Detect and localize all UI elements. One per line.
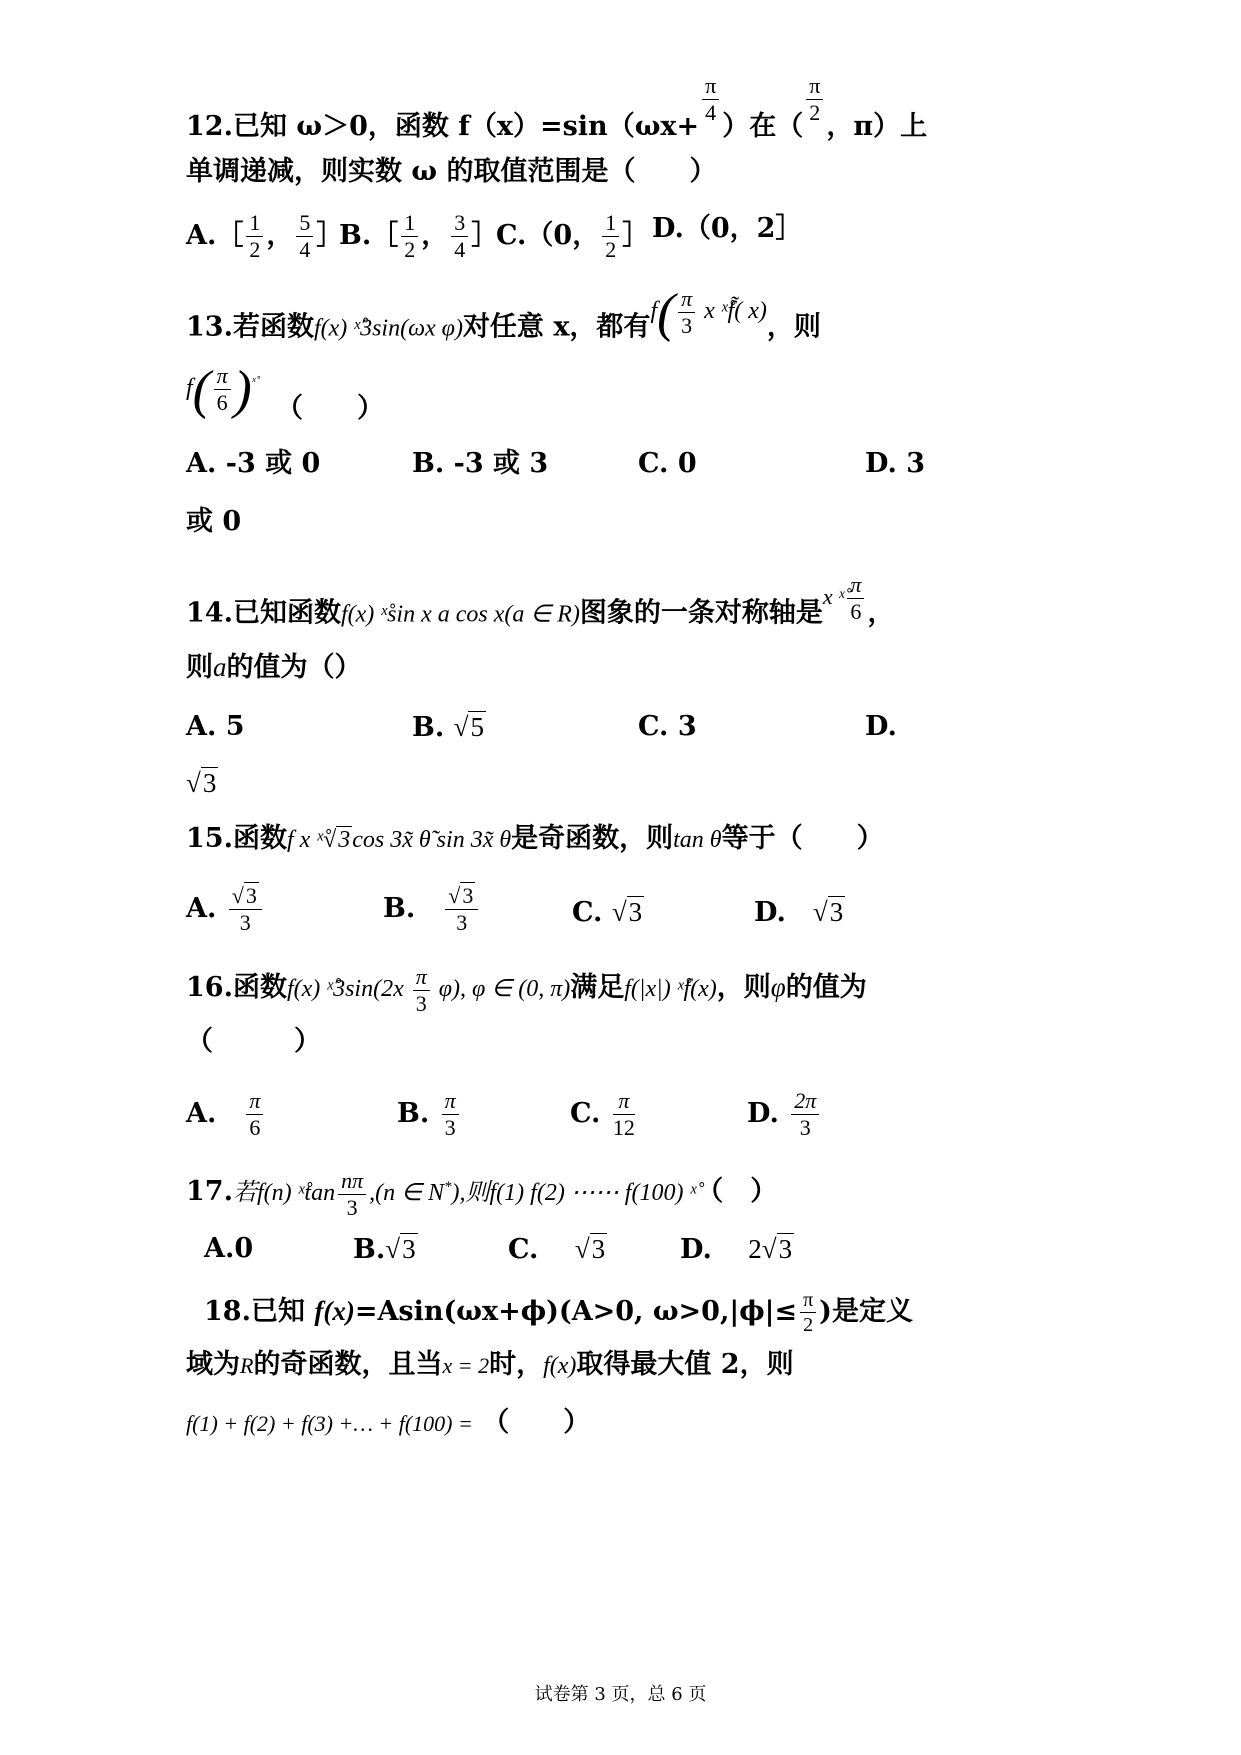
q13-line2 — [186, 359, 256, 419]
q12-text: 12.已知 ω＞0，函数 f（x）=sin（ωx+ — [186, 111, 700, 142]
q18-line3: f(1) + f(2) + f(3) +… + f(100) = （ ） — [186, 1407, 591, 1438]
option-c: C. √3 — [508, 1234, 606, 1265]
q13-answer-paren: （ ） — [276, 393, 384, 424]
q13-line1: 13.若函数f(x) ˣ̊3sin(ωx φ)对任意 x，都有f( $\frac{\pi}{3}$ x ˣ̊f̃( x)，则 — [186, 282, 821, 343]
q18-line2: 域为R的奇函数，且当x = 2时，f(x)取得最大值 2，则 — [186, 1349, 794, 1380]
q17-line1: 17.若f(n) ˣ̊tan $\frac{n\pi}{3}$ ,(n ∈ N*),则f(1) f(2) ⋯⋯ f(100) ˣ̊（ ） — [186, 1168, 778, 1220]
option-b: B. -3 或 3 — [412, 448, 549, 479]
q16-line1: 16.函数f(x) ˣ̊3sin(2x $\frac{\pi}{3}$ φ), φ ∈ (0, π)满足f(|x|) ˣ̊f(x)，则φ的值为 — [186, 964, 867, 1016]
option-d: D. $\frac{2\pi}{3}$ — [747, 1090, 822, 1139]
fraction: $\frac{\pi}{2}$ — [806, 75, 823, 124]
q14-line1: 14.已知函数f(x) ˣ̊sin x a cos x(a ∈ R)图象的一条对称轴是$^{x ˣ̊ \frac{\pi}{6}}$ ， — [186, 572, 895, 629]
option-d: D. 2√3 — [680, 1234, 793, 1265]
option-d: D. 3 — [865, 448, 926, 479]
option-c: C. $\frac{\pi}{12}$ — [570, 1088, 635, 1140]
option-b: B. √5 — [412, 712, 484, 743]
q16-line2: （ ） — [186, 1026, 321, 1057]
fraction: $\frac{\pi}{4}$ — [702, 75, 719, 124]
math-expr: x ˣ̊ π 6 — [823, 584, 868, 609]
option-a: A.［ $\frac{1}{2}$ ， $\frac{5}{4}$ ］ — [186, 210, 344, 262]
q12-line1: 12.已知 ω＞0，函数 f（x）=sin（ωx+ $\frac{\pi}{4}$ ）在（ $\frac{\pi}{2}$ ，π）上 — [186, 73, 928, 142]
q15-line1: 15.函数f x ˣ̊√3cos 3x̃ θ̃ sin 3x̃ θ是奇函数，则tan θ等于（ ） — [186, 823, 884, 854]
option-c: C. 3 — [638, 711, 697, 742]
option-d: D. — [865, 711, 897, 742]
option-a: A. 5 — [186, 711, 245, 742]
option-c: C. 0 — [638, 448, 697, 479]
math-expr: f(x) ˣ̊sin x a cos x(a ∈ R) — [340, 601, 580, 628]
math-expr: f(x) ˣ̊3sin(2x $\frac{\pi}{3}$ φ), φ ∈ (0, π) — [286, 964, 571, 1016]
option-d: D.（0，2］ — [652, 213, 803, 244]
page-footer: 试卷第 3 页，总 6 页 — [534, 1684, 707, 1705]
option-a: A. $\frac{\pi}{6}$ — [186, 1090, 266, 1139]
option-b: B. $\frac{√3}{3}$ — [383, 885, 481, 934]
option-c: C.（0， $\frac{1}{2}$ ］ — [496, 210, 650, 262]
option-b: B. $\frac{\pi}{3}$ — [397, 1090, 462, 1139]
q14-option-d-cont: √3 — [186, 768, 217, 798]
q12-line2: 单调递减，则实数 ω 的取值范围是（ ） — [186, 156, 717, 187]
option-a: A. -3 或 0 — [186, 448, 321, 479]
q14-line2: 则a的值为（） — [186, 652, 362, 683]
q18-line1: 18.已知 f(x)=Asin(ωx+ϕ)(A>0, ω>0,|ϕ|≤ $\frac{\pi}{2}$ )是定义 — [204, 1289, 913, 1336]
math-expr: f(x) ˣ̊3sin(ωx φ) — [313, 315, 463, 342]
option-a: A.0 — [204, 1233, 254, 1264]
math-expr: f( $\frac{\pi}{6}$ )$^{ˣ̊}$ — [186, 359, 256, 419]
option-a: A. $\frac{√3}{3}$ — [186, 885, 265, 934]
option-c: C. √3 — [572, 897, 643, 928]
math-expr: 若f(n) ˣ̊tan $\frac{n\pi}{3}$ ,(n ∈ N*),则f(1) f(2) ⋯⋯ f(100) ˣ̊ — [232, 1168, 697, 1220]
math-expr: f x ˣ̊√3cos 3x̃ θ̃ sin 3x̃ θ — [286, 827, 512, 853]
option-b: B.√3 — [353, 1234, 416, 1265]
option-d: D. √3 — [754, 897, 844, 928]
option-b: B.［ $\frac{1}{2}$ ， $\frac{3}{4}$ ］ — [339, 210, 499, 262]
q13-option-d-cont: 或 0 — [186, 506, 242, 537]
math-expr: f( $\frac{\pi}{3}$ x ˣ̊f̃( x) — [650, 282, 767, 342]
